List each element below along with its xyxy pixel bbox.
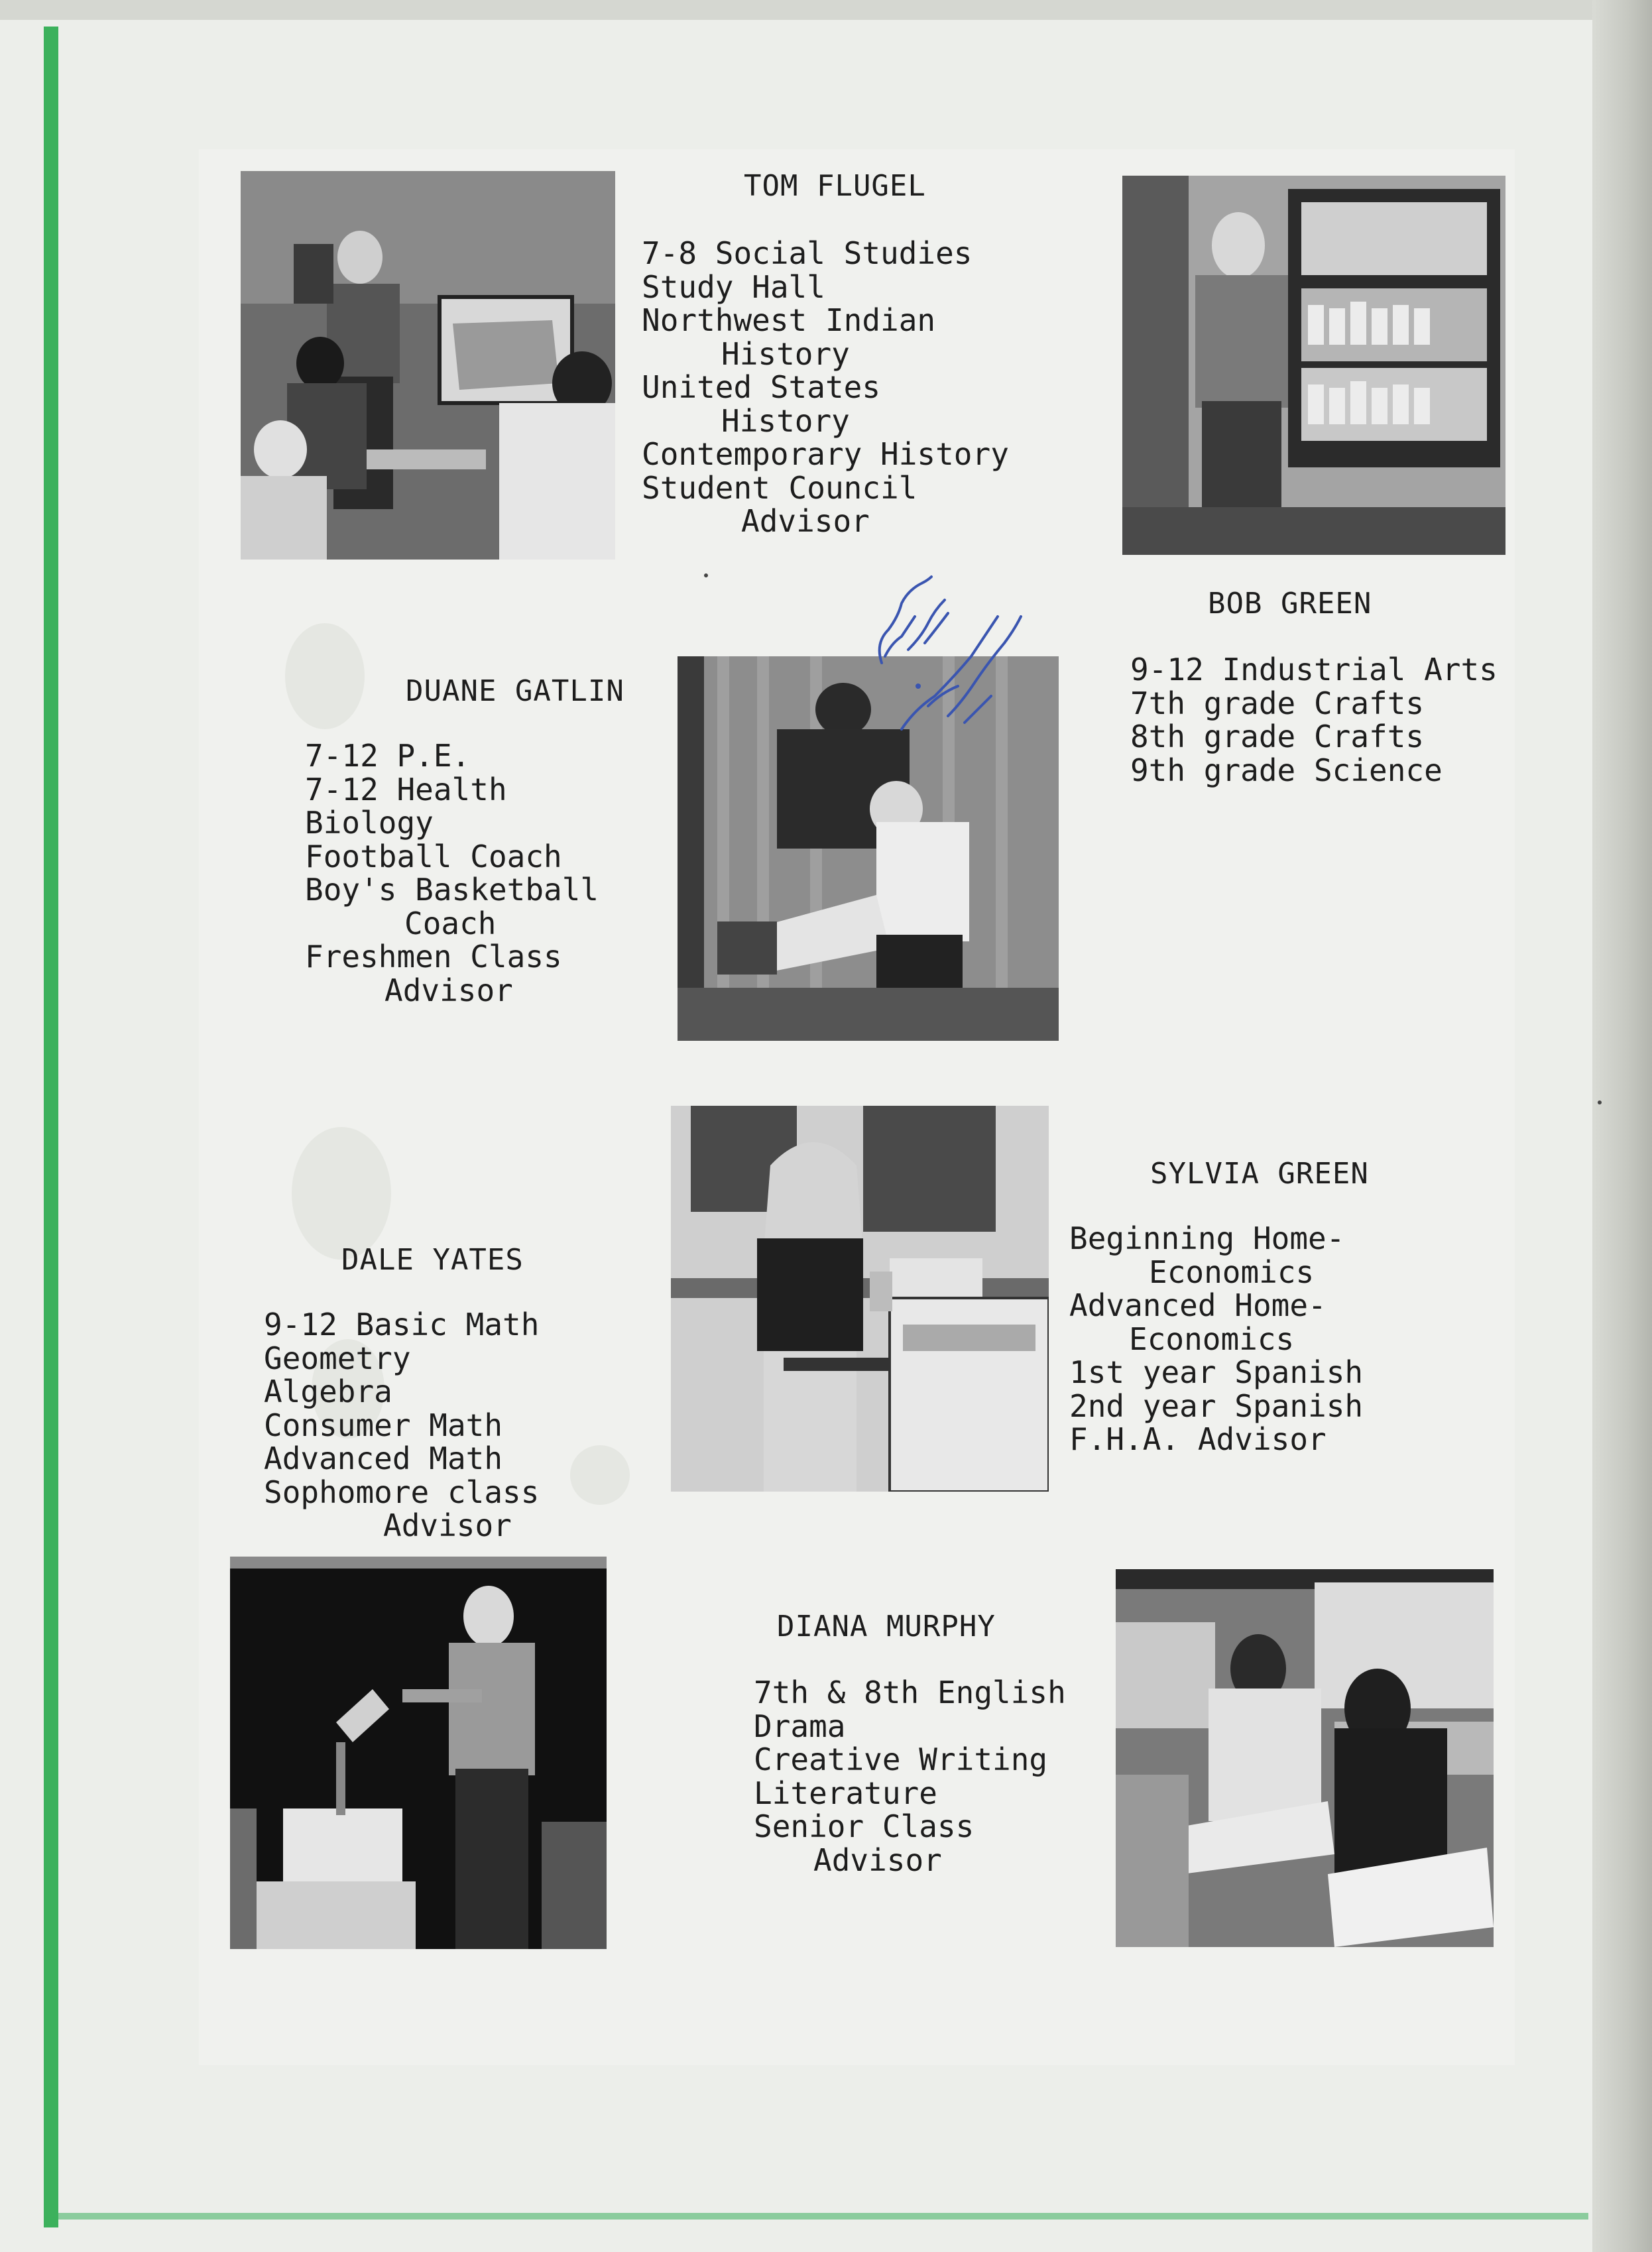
duty-line: 9-12 Industrial Arts [1130, 652, 1498, 687]
duty-line: 9-12 Basic Math [264, 1307, 540, 1342]
duty-line: Sophomore class [264, 1474, 540, 1510]
duty-line: Consumer Math [264, 1407, 503, 1443]
scan-top-edge [0, 0, 1652, 20]
duty-line: Creative Writing [754, 1742, 1048, 1777]
photo-sylvia-green [671, 1106, 1049, 1492]
show-through-mark [292, 1127, 391, 1260]
stray-mark [704, 573, 708, 577]
green-cover-edge-bottom [44, 2213, 1588, 2220]
teacher-duties [264, 1308, 539, 1543]
duty-line: Senior Class [754, 1808, 974, 1844]
duty-line: Study Hall [642, 268, 825, 305]
duty-line: Contemporary History [642, 436, 1009, 472]
page-gutter-shadow [1592, 0, 1652, 2252]
duty-line: 7th & 8th English [754, 1675, 1066, 1710]
handwritten-signature [862, 563, 1034, 742]
duty-line: History [721, 335, 850, 372]
teacher-name: TOM FLUGEL [744, 169, 926, 203]
teacher-name: SYLVIA GREEN [1150, 1157, 1369, 1191]
teacher-duties [1130, 653, 1498, 787]
teacher-duties [642, 237, 1009, 538]
duty-line: F.H.A. Advisor [1069, 1421, 1327, 1457]
photo-diana-murphy [1116, 1569, 1494, 1947]
duty-line: Student Council [642, 469, 917, 506]
teacher-name: DUANE GATLIN [406, 674, 624, 708]
teacher-duties [754, 1676, 1066, 1877]
duty-line: Literature [754, 1775, 937, 1811]
show-through-mark [570, 1445, 630, 1505]
duty-line: United States [642, 369, 881, 405]
duty-line: Advanced Home- [1069, 1287, 1327, 1323]
duty-line: Advisor [741, 503, 870, 539]
green-cover-edge [44, 27, 58, 2227]
duty-line: Algebra [264, 1374, 392, 1409]
duty-line: Economics [1149, 1254, 1315, 1290]
duty-line: 8th grade Crafts [1130, 719, 1425, 754]
teacher-name: DIANA MURPHY [777, 1610, 996, 1643]
duty-line: Football Coach [305, 838, 562, 874]
teacher-duties [1069, 1222, 1363, 1456]
duty-line: Advisor [384, 972, 513, 1008]
stray-mark [1598, 1100, 1602, 1104]
duty-line: Boy's Basketball [305, 872, 599, 908]
duty-line: Northwest Indian [642, 302, 936, 338]
duty-line: 1st year Spanish [1069, 1354, 1364, 1390]
duty-line: Drama [754, 1708, 846, 1744]
duty-line: Beginning Home- [1069, 1220, 1345, 1256]
duty-line: 2nd year Spanish [1069, 1388, 1364, 1424]
photo-tom-flugel [241, 171, 615, 560]
duty-line: 9th grade Science [1130, 752, 1443, 788]
duty-line: 7-12 P.E. [305, 738, 471, 774]
duty-line: 7th grade Crafts [1130, 685, 1425, 721]
teacher-name: BOB GREEN [1208, 587, 1372, 621]
teacher-name: DALE YATES [341, 1243, 524, 1277]
duty-line: Advisor [383, 1508, 512, 1543]
duty-line: Advisor [813, 1842, 942, 1878]
duty-line: Biology [305, 805, 434, 841]
duty-line: Coach [404, 905, 497, 941]
duty-line: Economics [1129, 1321, 1295, 1357]
duty-line: History [721, 402, 850, 439]
duty-line: 7-12 Health [305, 771, 507, 807]
duty-line: Freshmen Class [305, 939, 562, 975]
photo-bob-green [1122, 176, 1505, 555]
photo-dale-yates [230, 1557, 607, 1949]
teacher-duties [305, 739, 599, 1007]
duty-line: Advanced Math [264, 1441, 503, 1476]
duty-line: Geometry [264, 1340, 411, 1376]
show-through-mark [285, 623, 365, 729]
duty-line: 7-8 Social Studies [642, 235, 973, 271]
